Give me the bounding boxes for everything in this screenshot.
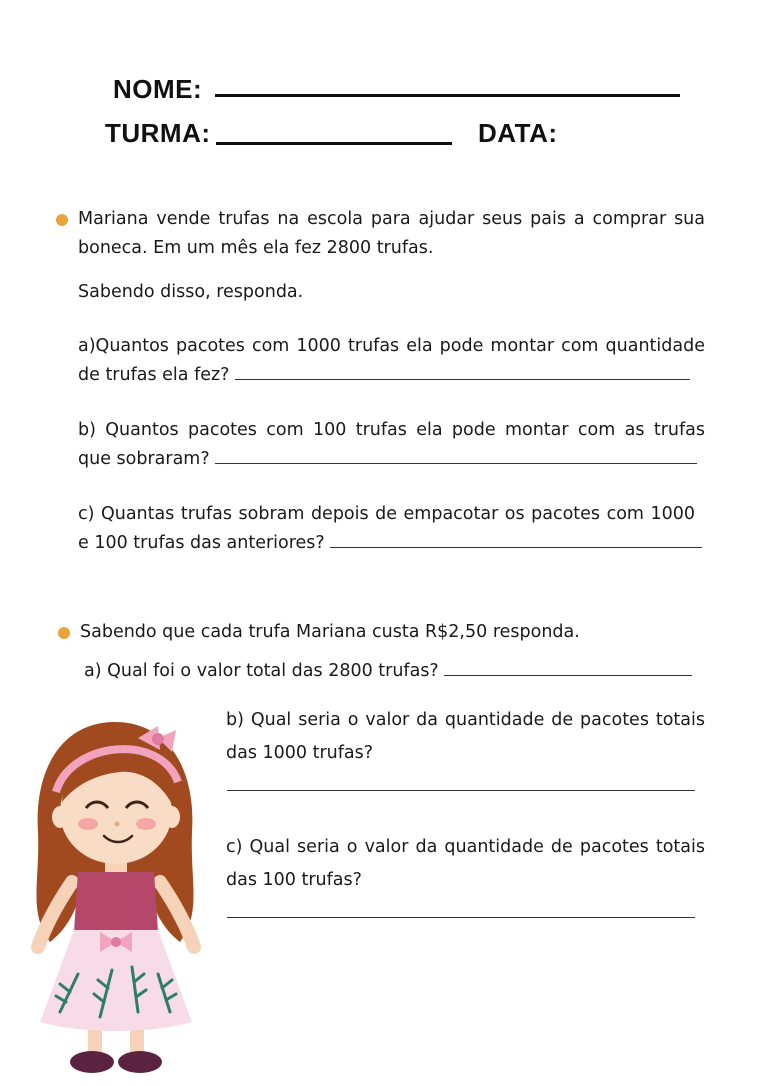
question-2a — [84, 657, 706, 686]
question-1b-line2: que sobraram? — [78, 449, 210, 469]
answer-1a-field[interactable] — [235, 379, 690, 380]
section1-intro-line2: boneca. Em um mês ela fez 2800 trufas. — [78, 238, 434, 258]
answer-2b-field[interactable] — [227, 790, 695, 791]
section2-intro: Sabendo que cada trufa Mariana custa R$2,50 responda. — [80, 622, 580, 642]
date-label: DATA: — [478, 118, 558, 148]
answer-2c-field[interactable] — [227, 917, 695, 918]
question-1c — [78, 529, 705, 558]
question-2b-line1: b) Qual seria o valor da quantidade de pacotes totais — [226, 710, 705, 730]
question-2b-line2: das 1000 trufas? — [226, 743, 374, 763]
section1-intro-line1: Mariana vende trufas na escola para ajudar seus pais a comprar sua — [78, 209, 705, 229]
answer-1c-field[interactable] — [330, 547, 702, 548]
question-1a-line2: de trufas ela fez? — [78, 365, 230, 385]
name-label: NOME: — [113, 74, 203, 104]
class-label: TURMA: — [105, 118, 211, 148]
name-field[interactable] — [215, 94, 680, 97]
question-1c-line1: c) Quantas trufas sobram depois de empacotar os pacotes com 1000 — [78, 504, 695, 524]
girl-illustration-icon — [20, 712, 210, 1086]
bullet-icon — [58, 627, 70, 639]
bullet-icon — [56, 214, 68, 226]
question-1b-line1: b) Quantos pacotes com 100 trufas ela pode montar com as trufas — [78, 420, 705, 440]
question-2a-text: a) Qual foi o valor total das 2800 trufas? — [84, 661, 439, 681]
section1-prompt: Sabendo disso, responda. — [78, 282, 304, 302]
answer-1b-field[interactable] — [215, 463, 697, 464]
question-2c-line2: das 100 trufas? — [226, 870, 362, 890]
class-field[interactable] — [216, 142, 452, 145]
question-1b — [78, 445, 705, 474]
question-2c-line1: c) Qual seria o valor da quantidade de pacotes totais — [226, 837, 705, 857]
question-1a-line1: a)Quantos pacotes com 1000 trufas ela pode montar com quantidade — [78, 336, 705, 356]
answer-2a-field[interactable] — [444, 675, 692, 676]
question-1a — [78, 361, 705, 390]
question-1c-line2: e 100 trufas das anteriores? — [78, 533, 325, 553]
